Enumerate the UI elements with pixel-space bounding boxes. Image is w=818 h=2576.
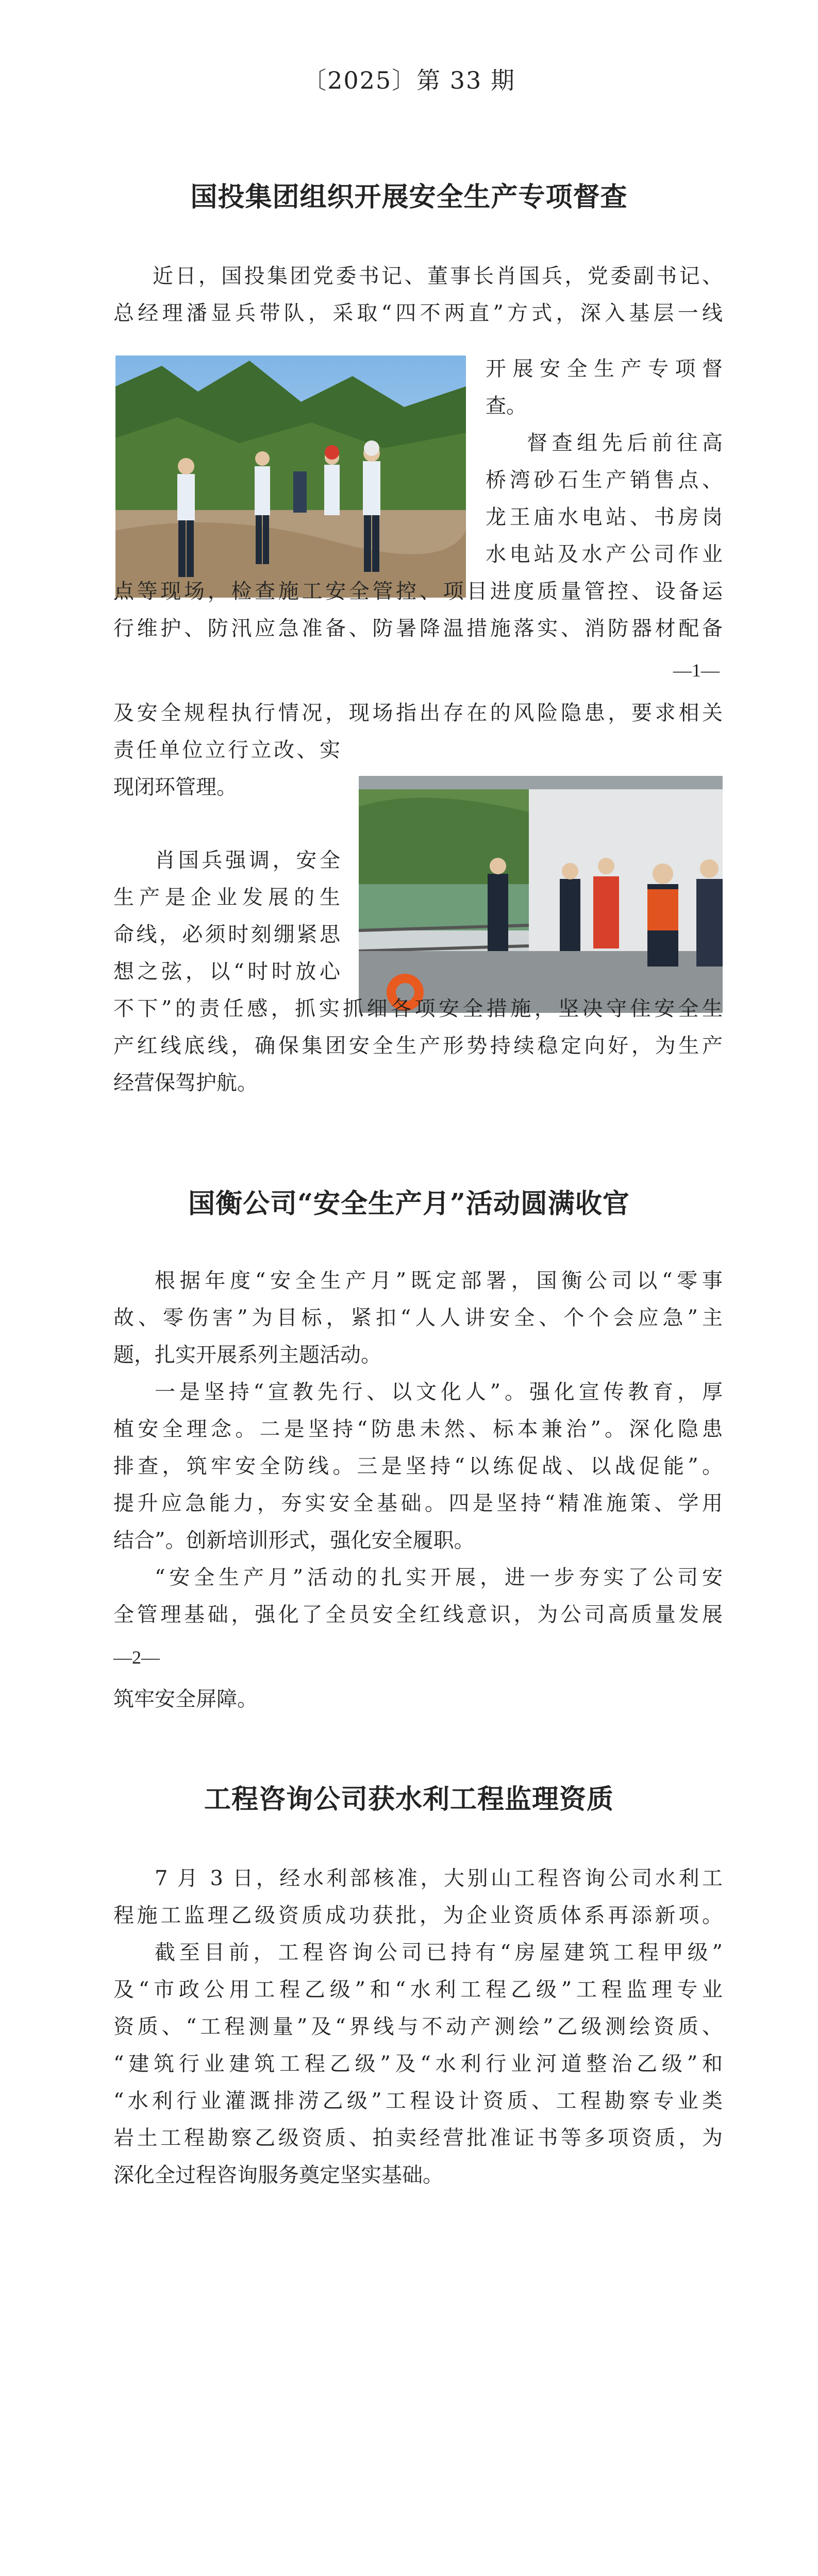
article-3-line: 深化全过程咨询服务奠定坚实基础。	[113, 2163, 443, 2187]
article-1-line: 责任单位立行立改、实	[113, 738, 340, 762]
article-3-line: 岩土工程勘察乙级资质、拍卖经营批准证书等多项资质，为	[113, 2126, 723, 2150]
page-number: —2—	[113, 1647, 160, 1668]
inspection-team-on-dock-photo	[359, 776, 723, 1013]
article-2-line: 结合”。创新培训形式，强化安全履职。	[113, 1529, 475, 1552]
article-1-line: 现闭环管理。	[113, 775, 237, 799]
article-1-line: 不下”的责任感，抓实抓细各项安全措施，坚决守住安全生	[113, 997, 723, 1021]
article-2-line: 植安全理念。二是坚持“防患未然、标本兼治”。深化隐患	[113, 1417, 723, 1441]
article-1-line: 及安全规程执行情况，现场指出存在的风险隐患，要求相关	[113, 701, 723, 725]
article-3-line: 及“市政公用工程乙级”和“水利工程乙级”工程监理专业	[113, 1978, 723, 2002]
article-1-line: 查。	[486, 394, 527, 418]
article-1-title: 国投集团组织开展安全生产专项督查	[190, 181, 628, 213]
article-1-line: 龙王庙水电站、书房岗	[486, 505, 723, 529]
article-1-line: 开展安全生产专项督	[486, 357, 723, 381]
article-1-line: 桥湾砂石生产销售点、	[486, 468, 723, 492]
article-2-line: 提升应急能力，夯实安全基础。四是坚持“精准施策、学用	[113, 1492, 723, 1515]
article-2-line: 全管理基础，强化了全员安全红线意识，为公司高质量发展	[113, 1603, 723, 1626]
article-1-line: 近日，国投集团党委书记、董事长肖国兵，党委副书记、	[153, 264, 723, 288]
article-1-line: 总经理潘显兵带队，采取“四不两直”方式，深入基层一线	[113, 301, 723, 325]
article-1-line: 行维护、防汛应急准备、防暑降温措施落实、消防器材配备	[113, 617, 723, 640]
article-2-line: “安全生产月”活动的扎实开展，进一步夯实了公司安	[155, 1566, 723, 1589]
issue-number: 〔2025〕第 33 期	[303, 66, 515, 94]
article-3-line: 程施工监理乙级资质成功获批，为企业资质体系再添新项。	[113, 1904, 723, 1927]
article-3-line: 截至目前，工程咨询公司已持有“房屋建筑工程甲级”	[155, 1941, 723, 1964]
article-1-line: 产红线底线，确保集团安全生产形势持续稳定向好，为生产	[113, 1034, 723, 1058]
article-2-line: 一是坚持“宣教先行、以文化人”。强化宣传教育，厚	[155, 1380, 723, 1404]
article-2-line: 题，扎实开展系列主题活动。	[113, 1343, 381, 1367]
article-1-line: 肖国兵强调，安全	[155, 849, 340, 872]
article-3-line: 7 月 3 日，经水利部核准，大别山工程咨询公司水利工	[155, 1867, 723, 1890]
article-2-line: 根据年度“安全生产月”既定部署，国衡公司以“零事	[155, 1269, 723, 1293]
article-3-line: 资质、“工程测量”及“界线与不动产测绘”乙级测绘资质、	[113, 2015, 723, 2039]
article-2-title: 国衡公司“安全生产月”活动圆满收官	[188, 1188, 630, 1219]
inspection-team-outdoors-photo	[115, 355, 466, 598]
article-1-line: 想之弦，以“时时放心	[113, 960, 340, 984]
page-number: —1—	[673, 660, 720, 681]
article-1-line: 点等现场，检查施工安全管控、项目进度质量管控、设备运	[113, 580, 723, 603]
article-3-line: “水利行业灌溉排涝乙级”工程设计资质、工程勘察专业类	[113, 2089, 723, 2113]
article-1-line: 生产是企业发展的生	[113, 886, 340, 909]
article-1-line: 督查组先后前往高	[527, 431, 723, 455]
article-2-line: 筑牢安全屏障。	[113, 1687, 258, 1711]
article-3-line: “建筑行业建筑工程乙级”及“水利行业河道整治乙级”和	[113, 2052, 723, 2076]
article-1-line: 命线，必须时刻绷紧思	[113, 923, 340, 946]
article-2-line: 故、零伤害”为目标，紧扣“人人讲安全、个个会应急”主	[113, 1306, 723, 1330]
article-1-line: 水电站及水产公司作业	[486, 543, 723, 566]
article-1-line: 经营保驾护航。	[113, 1071, 258, 1095]
article-2-line: 排查，筑牢安全防线。三是坚持“以练促战、以战促能”。	[113, 1454, 723, 1478]
article-3-title: 工程咨询公司获水利工程监理资质	[204, 1784, 614, 1815]
